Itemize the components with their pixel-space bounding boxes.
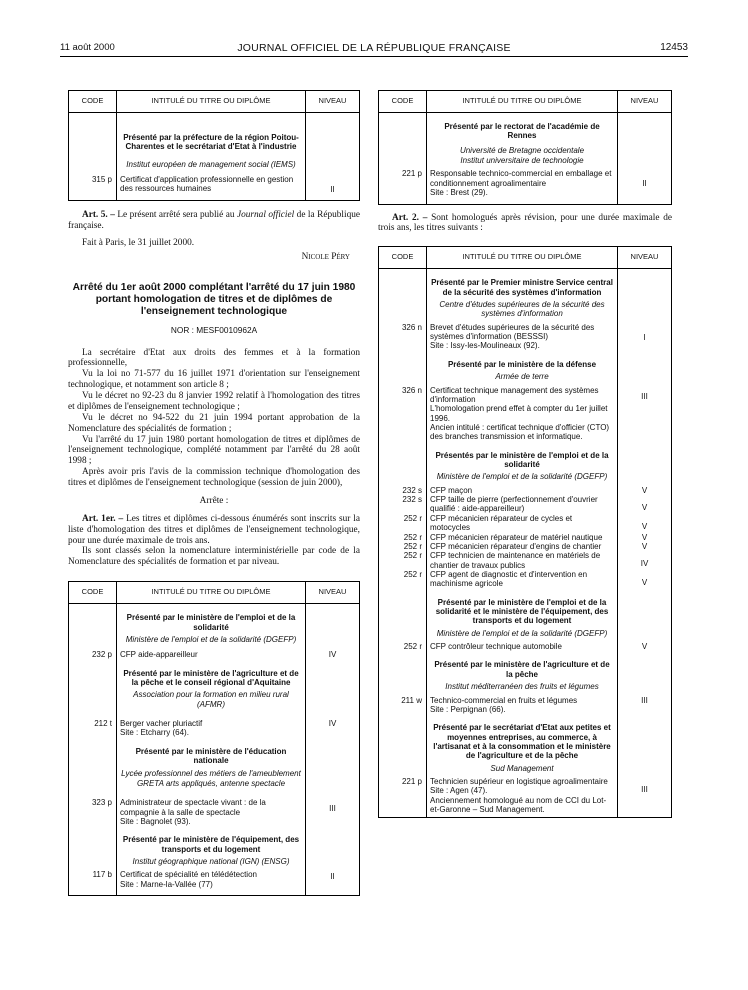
section-institution: Lycée professionnel des métiers de l'ameublement [121,768,301,778]
row-niveau: V [618,638,672,651]
section-institution: Centre d'études supérieures de la sécurité des systèmes d'information [439,299,605,319]
section-row [69,660,360,709]
row-title: CFP technicien de maintenance en matériels de chantier de travaux publics [427,551,618,570]
signature: Nicole Péry [301,252,350,263]
section-heading: Présenté par le secrétariat d'Etat aux petites et moyennes entreprises, au commerce, à l'artisanat et à la consommation et le ministère de l'agriculture et de la pêche [433,723,611,761]
visa-paragraph: Vu le décret no 92-23 du 8 janvier 1992 relatif à l'homologation des titres et diplômes de l'enseignement technologique ; [68,391,360,412]
row-niveau: IV [306,709,360,738]
section-institution: Institut méditerranéen des fruits et légumes [445,682,599,692]
col-intitule: INTITULÉ DU TITRE OU DIPLÔME [427,247,618,269]
row-title: Brevet d'études supérieures de la sécurité des systèmes d'information (BESSSI) [430,322,595,342]
left-column [68,90,360,896]
table-row [69,866,360,895]
row-code: 252 r [379,542,427,551]
article-1-classification: Ils sont classés selon la nomenclature interministérielle par code de la Nomenclature des spécialités de formation et par niveau. [68,546,360,568]
arrete-title: Arrêté du 1er août 2000 complétant l'arrêté du 17 juin 1980 portant homologation de titres et de diplômes de l'enseignement technologique [72,282,356,317]
row-note: Anciennement homologué au nom de CCI du Lot-et-Garonne – Sud Management. [430,795,607,815]
section-institution: Université de Bretagne occidentale [459,145,585,155]
row-niveau: II [618,165,672,204]
col-niveau: NIVEAU [618,91,672,113]
section-row [379,442,672,482]
page-date: 11 août 2000 [60,42,115,53]
row-title: CFP aide-appareilleur [117,644,306,659]
table-row [69,113,360,170]
col-code: CODE [379,91,427,113]
row-niveau: I [618,319,672,351]
row-niveau: IV [618,551,672,570]
section-row [379,269,672,319]
row-title: Certificat d'application professionnelle en gestion des ressources humaines [117,169,306,200]
section-heading: Présenté par le Premier ministre Service central de la sécurité des systèmes d'information [431,278,613,297]
section-heading: Présenté par le rectorat de l'académie de Rennes [444,122,600,141]
table-row [379,482,672,495]
section-institution: Institut universitaire de technologie [460,156,584,166]
row-title: Certificat de spécialité en télédétection [120,870,257,880]
table-row [69,709,360,738]
row-niveau: II [306,866,360,895]
section-heading: Présentés par le ministère de l'emploi et de la solidarité [435,450,609,470]
table-header-row [69,91,360,113]
row-niveau: III [618,382,672,442]
row-site: Site : Bagnolet (93). [120,816,191,826]
table-row [379,692,672,715]
table-row [379,570,672,589]
row-code: 323 p [69,788,117,826]
visa-paragraph: Vu le décret no 94-522 du 21 juin 1994 portant approbation de la Nomenclature des spécialités de formation ; [68,412,360,434]
section-row [69,738,360,788]
row-title: Administrateur de spectacle vivant : de la compagnie à la salle de spectacle [120,798,266,817]
table-header-row [69,582,360,604]
visa-paragraph: Vu la loi no 71-577 du 16 juillet 1971 d'orientation sur l'enseignement technologique, et notamment son article 8 ; [68,369,360,391]
row-site: Site : Perpignan (66). [430,704,506,714]
section-institution: Sud Management [490,763,554,773]
row-niveau: V [618,533,672,542]
row-site: Site : Agen (47). [430,786,488,796]
section-row [379,714,672,773]
table-row [379,638,672,651]
section-institution: GRETA arts appliqués, antenne spectacle [136,778,286,788]
row-niveau: III [618,773,672,817]
section-institution: Ministère de l'emploi et de la solidarité (DGEFP) [436,628,608,638]
section-heading: Présenté par le ministère de l'agriculture et de la pêche [434,660,610,679]
table-header-row [379,247,672,269]
section-institution: Ministère de l'emploi et de la solidarité (DGEFP) [436,472,608,482]
row-code: 252 r [379,638,427,651]
table-row [69,169,360,200]
row-title: CFP mécanicien réparateur de matériel nautique [427,533,618,542]
section-institution: Association pour la formation en milieu rural (AFMR) [133,690,289,709]
row-niveau: IV [306,644,360,659]
row-code: 252 r [379,551,427,570]
row-code: 232 s [379,482,427,495]
row-code: 212 t [69,709,117,738]
section-row [379,113,672,166]
row-code: 326 n [379,319,427,351]
row-niveau: V [618,482,672,495]
row-title: Berger vacher pluriactif [120,719,203,729]
row-site: Site : Etcharry (64). [120,728,189,738]
row-title: CFP contrôleur technique automobile [427,638,618,651]
section-heading: Présenté par le ministère de l'équipement, des transports et du logement [122,835,300,854]
section-heading: Présenté par le ministère de l'emploi et de la solidarité [126,613,296,632]
row-code: 221 p [379,773,427,817]
row-code: 315 p [69,169,117,200]
row-site: Site : Marne-la-Vallée (77) [120,879,213,889]
row-niveau: III [306,788,360,826]
row-title: CFP maçon [427,482,618,495]
row-code: 252 r [379,570,427,589]
table-row [379,551,672,570]
section-row [69,604,360,645]
table-row [69,788,360,826]
table-row [379,514,672,533]
col-niveau: NIVEAU [306,582,360,604]
journal-title: JOURNAL OFFICIEL DE LA RÉPUBLIQUE FRANÇAISE [237,42,511,54]
row-title: CFP mécanicien réparateur de cycles et motocycles [427,514,618,533]
row-note: L'homologation prend effet à compter du 1er juillet 1996. [430,404,608,423]
row-niveau: V [618,542,672,551]
section-institution: Institut géographique national (IGN) (ENSG) [132,857,290,867]
article-5: Art. 5. – Le présent arrêté sera publié au Journal officiel de la République française. [68,209,360,231]
table-left-1 [68,90,360,201]
row-niveau: II [306,169,360,200]
table-row [379,542,672,551]
row-title: CFP taille de pierre (perfectionnement d'ouvrier qualifié : aide-appareilleur) [427,495,618,514]
row-title: Technicien supérieur en logistique agroalimentaire [430,777,608,787]
row-code: 117 b [69,866,117,895]
table-row [379,533,672,542]
article-2: Art. 2. – Sont homologués après révision, pour une durée maximale de trois ans, les titres suivants : [378,212,672,234]
col-code: CODE [379,247,427,269]
col-intitule: INTITULÉ DU TITRE OU DIPLÔME [117,582,306,604]
arrete-label: Arrête : [199,495,229,506]
section-row [379,651,672,691]
section-institution: Ministère de l'emploi et de la solidarité (DGEFP) [125,634,297,644]
row-code: 221 p [379,165,427,204]
row-niveau: V [618,495,672,514]
col-code: CODE [69,91,117,113]
table-row [379,382,672,442]
section-row [69,826,360,866]
table-left-2 [68,581,360,896]
header-rule [60,56,688,57]
nor-reference: NOR : MESF0010962A [170,324,258,335]
visa-paragraph: Après avoir pris l'avis de la commission technique d'homologation des titres et diplômes de l'enseignement technologique (session de juin 2000), [68,467,360,489]
table-row [379,165,672,204]
row-site: Site : Brest (29). [430,188,488,198]
row-note: Ancien intitulé : certificat technique d'officier (CTO) des branches transmission et informatique. [430,422,610,442]
visa-paragraph: La secrétaire d'Etat aux droits des femmes et à la formation professionnelle, [68,347,360,369]
col-code: CODE [69,582,117,604]
article-1: Art. 1er. – Les titres et diplômes ci-dessous énumérés sont inscrits sur la liste d'homologation des titres et diplômes de l'enseignement technologique, pour une durée maximale de trois ans. [68,513,360,546]
table-row [379,495,672,514]
table-right-2 [378,246,672,817]
table-row [379,773,672,817]
section-row [379,589,672,638]
row-title: CFP mécanicien réparateur d'engins de chantier [427,542,618,551]
section-heading: Présenté par le ministère de l'éducation nationale [135,746,287,766]
row-code: 252 r [379,514,427,533]
row-code: 252 r [379,533,427,542]
row-title: CFP agent de diagnostic et d'intervention en machinisme agricole [427,570,618,589]
section-row [379,351,672,382]
col-niveau: NIVEAU [618,247,672,269]
visas [68,348,360,489]
section-heading: Présenté par le ministère de l'agriculture et de la pêche et le conseil régional d'Aquitaine [123,668,299,687]
section-heading: Présenté par la préfecture de la région Poitou-Charentes et le secrétariat d'Etat à l'industrie [123,133,299,152]
section-heading: Présenté par le ministère de l'emploi et de la solidarité et le ministère de l'équipement, des transports et du logement [435,597,609,626]
table-header-row [379,91,672,113]
section-institution: Institut européen de management social (IEMS) [126,159,296,169]
right-column [378,90,672,818]
row-title: Certificat technique management des systèmes d'information [430,385,599,404]
row-code: 232 p [69,644,117,659]
section-heading: Présenté par le ministère de la défense [447,359,597,369]
row-title: Responsable technico-commercial en emballage et conditionnement agroalimentaire [430,169,612,188]
section-institution: Armée de terre [495,372,549,382]
row-niveau: V [618,514,672,533]
col-intitule: INTITULÉ DU TITRE OU DIPLÔME [117,91,306,113]
table-row [69,644,360,659]
col-niveau: NIVEAU [306,91,360,113]
page-number: 12453 [660,42,688,53]
table-right-1 [378,90,672,205]
visa-paragraph: Vu l'arrêté du 17 juin 1980 portant homologation de titres et diplômes de l'enseignement technologique, complété notamment par l'arrêté du 28 août 1998 ; [68,434,360,467]
row-title: Technico-commercial en fruits et légumes [430,695,578,705]
col-intitule: INTITULÉ DU TITRE OU DIPLÔME [427,91,618,113]
table-row [379,319,672,351]
row-niveau: V [618,570,672,589]
row-niveau: III [618,692,672,715]
row-site: Site : Issy-les-Moulineaux (92). [430,341,540,351]
fait-a-paris: Fait à Paris, le 31 juillet 2000. [82,237,195,248]
row-code: 232 s [379,495,427,514]
row-code: 326 n [379,382,427,442]
row-code: 211 w [379,692,427,715]
